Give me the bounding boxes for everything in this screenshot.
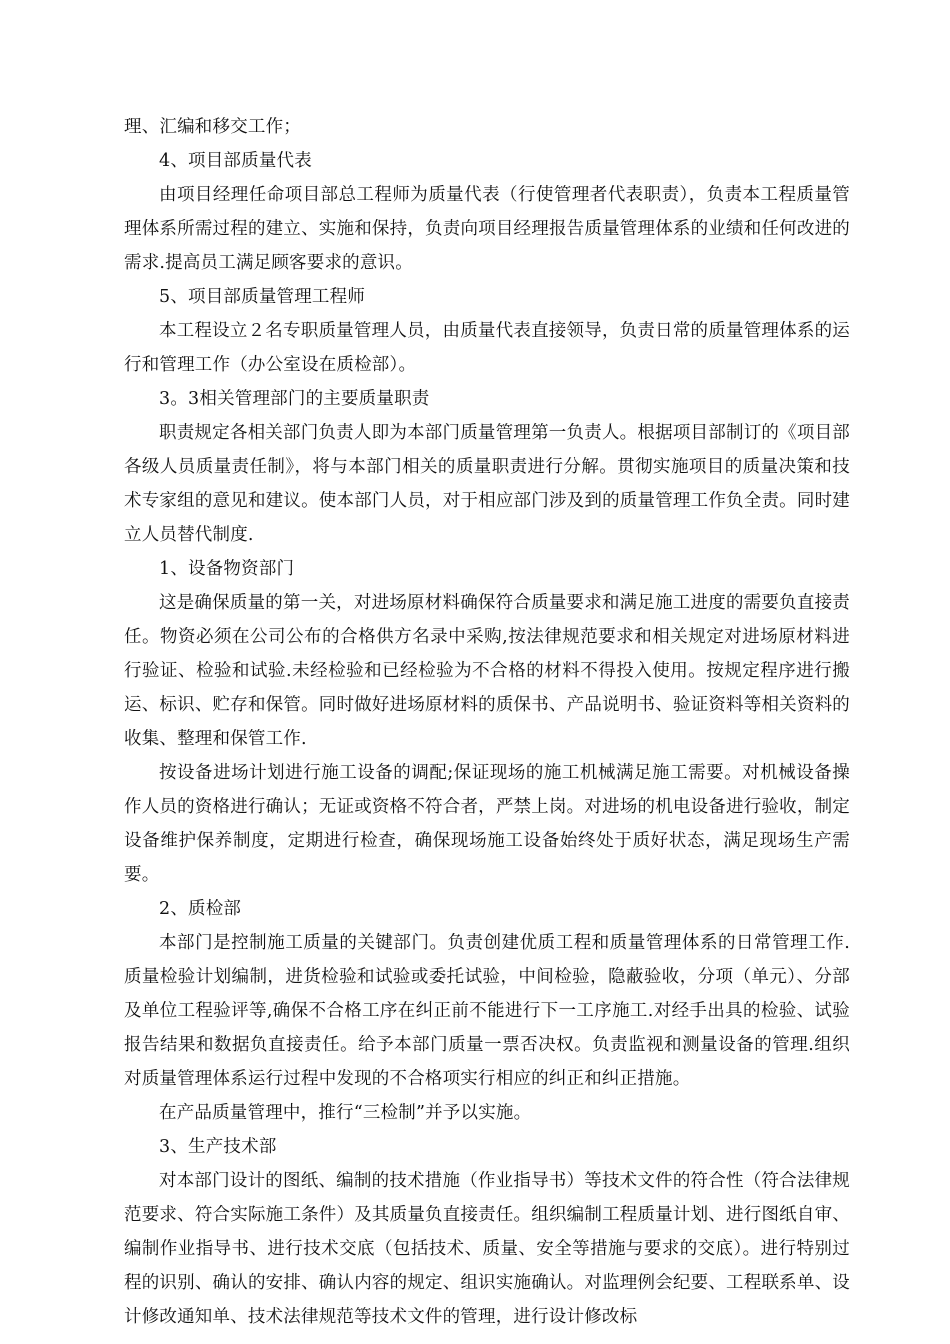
heading-quality-representative: 4、项目部质量代表 xyxy=(159,151,312,171)
paragraph-equipment-materials-2: 按设备进场计划进行施工设备的调配;保证现场的施工机械满足施工需要。对机械设备操作人员的资格进行确认；无证或资格不符合者，严禁上岗。对进场的机电设备进行验收，制定设备维护保养制度，定期进行检查，确保现场施工设备始终处于质好状态，满足现场生产需要。 xyxy=(124,763,850,885)
section-heading-department-duties: 3。3相关管理部门的主要质量职责 xyxy=(159,389,430,409)
heading-quality-engineer: 5、项目部质量管理工程师 xyxy=(159,287,366,307)
heading-equipment-materials: 1、设备物资部门 xyxy=(159,559,295,579)
paragraph-production-technology: 对本部门设计的图纸、编制的技术措施（作业指导书）等技术文件的符合性（符合法律规范要求、符合实际施工条件）及其质量负直接责任。组织编制工程质量计划、进行图纸自审、编制作业指导书、进行技术交底（包括技术、质量、安全等措施与要求的交底）。进行特别过程的识别、确认的安排、确认内容的规定、组识实施确认。对监理例会纪要、工程联系单、设计修改通知单、技术法律规范等技术文件的管理，进行设计修改标 xyxy=(124,1171,850,1327)
paragraph-equipment-materials-1: 这是确保质量的第一关，对进场原材料确保符合质量要求和满足施工进度的需要负直接责任。物资必须在公司公布的合格供方名录中采购,按法律规范要求和相关规定对进场原材料进行验证、检验和试验.未经检验和已经检验为不合格的材料不得投入使用。按规定程序进行搬运、标识、贮存和保管。同时做好进场原材料的质保书、产品说明书、验证资料等相关资料的收集、整理和保管工作. xyxy=(124,593,850,749)
paragraph-quality-inspection: 本部门是控制施工质量的关键部门。负责创建优质工程和质量管理体系的日常管理工作.质量检验计划编制，进货检验和试验或委托试验，中间检验，隐蔽验收，分项（单元）、分部及单位工程验评等,确保不合格工序在纠正前不能进行下一工序施工.对经手出具的检验、试验报告结果和数据负直接责任。给予本部门质量一票否决权。负责监视和测量设备的管理.组织对质量管理体系运行过程中发现的不合格项实行相应的纠正和纠正措施。 xyxy=(124,933,850,1089)
paragraph-quality-representative: 由项目经理任命项目部总工程师为质量代表（行使管理者代表职责），负责本工程质量管理体系所需过程的建立、实施和保持，负责向项目经理报告质量管理体系的业绩和任何改进的需求.提高员工满足顾客要求的意识。 xyxy=(124,185,850,273)
paragraph-quality-engineer: 本工程设立２名专职质量管理人员，由质量代表直接领导，负责日常的质量管理体系的运行和管理工作（办公室设在质检部）。 xyxy=(124,321,850,375)
heading-quality-inspection: 2、质检部 xyxy=(159,899,242,919)
paragraph-department-duties: 职责规定各相关部门负责人即为本部门质量管理第一负责人。根据项目部制订的《项目部各级人员质量责任制》，将与本部门相关的质量职责进行分解。贯彻实施项目的质量决策和技术专家组的意见和建议。使本部门人员，对于相应部门涉及到的质量管理工作负全责。同时建立人员替代制度. xyxy=(124,423,850,545)
paragraph-1: 理、汇编和移交工作； xyxy=(124,117,301,137)
document-body xyxy=(124,110,850,1334)
paragraph-three-checks: 在产品质量管理中，推行“三检制”并予以实施。 xyxy=(159,1103,532,1123)
heading-production-technology: 3、生产技术部 xyxy=(159,1137,277,1157)
